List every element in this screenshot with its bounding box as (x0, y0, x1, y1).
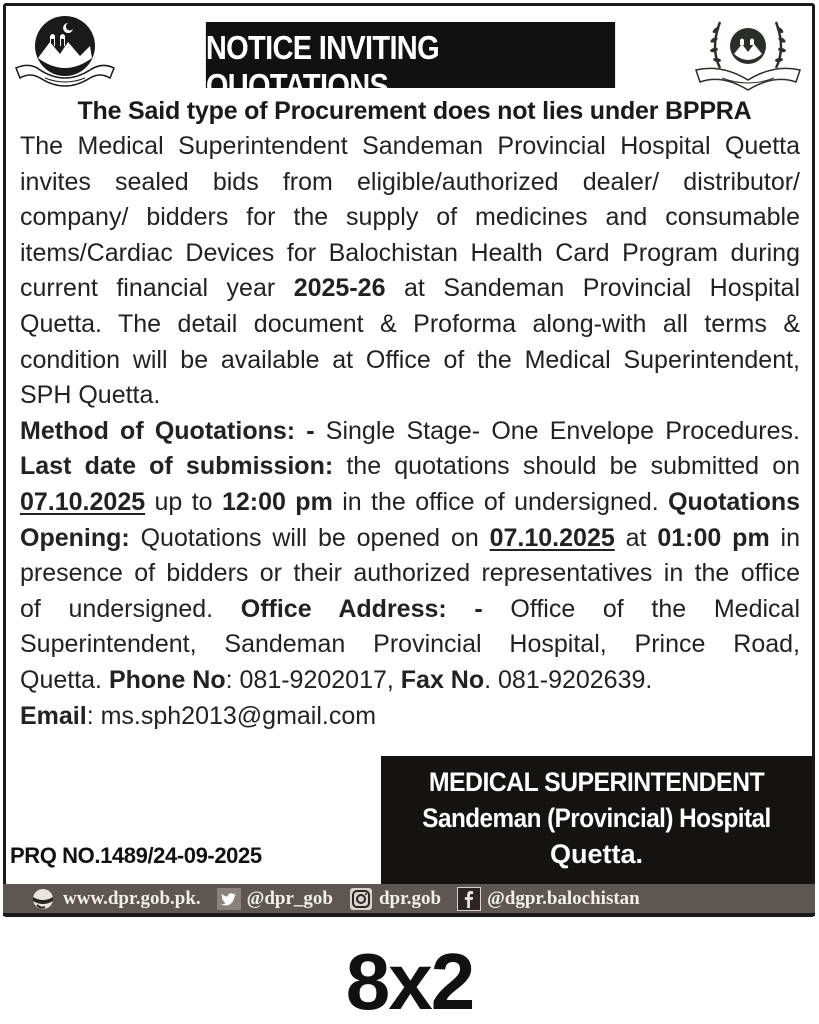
text: of undersigned. (20, 594, 241, 623)
facebook-icon (457, 887, 481, 911)
method-line (20, 414, 800, 450)
method-label: Method of Quotations: - (20, 416, 326, 445)
opening-label: Opening: (20, 523, 130, 552)
body-line: company/ bidders for the supply of medicines and consumable (20, 203, 800, 232)
text: up to (145, 487, 222, 516)
body-line: invites sealed bids from eligible/authorized dealer/ distributor/ (20, 167, 800, 196)
dgpr-emblem-icon (692, 8, 804, 94)
text: at Sandeman Provincial Hospital (385, 274, 800, 303)
footer-website[interactable] (29, 887, 201, 911)
email-value[interactable]: : ms.sph2013@gmail.com (86, 701, 377, 730)
signature-city: Quetta. (549, 839, 643, 869)
address-line: Superintendent, Sandeman Provincial Hospital, Prince Road, (20, 630, 800, 659)
financial-year: 2025-26 (293, 274, 386, 303)
prq-number: PRQ NO.1489/24-09-2025 (10, 843, 262, 868)
opening-label: Quotations (668, 487, 801, 516)
address-value: Office of the Medical (510, 594, 800, 623)
footer-bar (3, 884, 815, 916)
notice-title: NOTICE INVITING QUOTATIONS (206, 22, 615, 88)
notice-body (20, 129, 800, 734)
submission-time: 12:00 pm (221, 487, 333, 516)
body-line: The Medical Superintendent Sandeman Provincial Hospital Quetta (20, 132, 800, 160)
signature-box (381, 756, 812, 884)
body-line: Quetta. The detail document & Proforma along-with all terms & (20, 309, 800, 338)
submission-label: Last date of submission: (20, 452, 334, 481)
phone-label: Phone No (108, 665, 226, 694)
body-line: items/Cardiac Devices for Balochistan Health Card Program during (20, 238, 800, 267)
email-label: Email (20, 701, 87, 730)
body-line: condition will be available at Office of the Medical Superintendent, (20, 345, 800, 374)
twitter-icon (217, 888, 241, 910)
twitter-handle[interactable]: @dpr_gob (246, 887, 333, 909)
submission-line (20, 449, 800, 485)
text: in the office of undersigned. (332, 487, 669, 516)
opening-time: 01:00 pm (657, 523, 770, 552)
contact-line (20, 663, 800, 699)
text: current financial year (20, 274, 294, 303)
text: at (614, 523, 658, 552)
fax-label: Fax No (400, 665, 485, 694)
footer-twitter[interactable] (217, 888, 333, 910)
text: the quotations should be submitted on (333, 452, 801, 481)
facebook-handle[interactable]: @dgpr.balochistan (487, 887, 640, 909)
opening-line (20, 521, 800, 557)
method-value: Single Stage- One Envelope Procedures. (325, 416, 800, 445)
phone-value: : 081-9202017, (225, 665, 401, 694)
body-line: SPH Quetta. (20, 381, 161, 410)
opening-date: 07.10.2025 (489, 523, 615, 552)
footer-instagram[interactable] (349, 887, 441, 911)
address-line (20, 592, 800, 628)
globe-icon (29, 887, 57, 911)
signature-institution: Sandeman (Provincial) Hospital (422, 803, 771, 833)
signature-designation: MEDICAL SUPERINTENDENT (428, 767, 765, 797)
submission-date: 07.10.2025 (20, 487, 146, 516)
ad-size-label: 8x2 (345, 937, 474, 1024)
email-line (20, 699, 800, 735)
footer-facebook[interactable] (457, 887, 640, 911)
instagram-icon (349, 887, 373, 911)
text: Quetta. (20, 665, 109, 694)
address-label: Office Address: - (240, 594, 511, 623)
body-line-financial-year (20, 271, 800, 307)
body-line: presence of bidders or their authorized representatives in the office (20, 559, 800, 588)
text: in (769, 523, 801, 552)
text: Quotations will be opened on (129, 523, 490, 552)
balochistan-emblem-icon (10, 12, 120, 92)
website-link[interactable]: www.dpr.gob.pk. (63, 887, 201, 909)
submission-date-line (20, 485, 800, 521)
fax-value: . 081-9202639. (484, 665, 653, 694)
procurement-note: The Said type of Procurement does not lies under BPPRA (77, 97, 752, 125)
instagram-handle[interactable]: dpr.gob (378, 887, 442, 909)
